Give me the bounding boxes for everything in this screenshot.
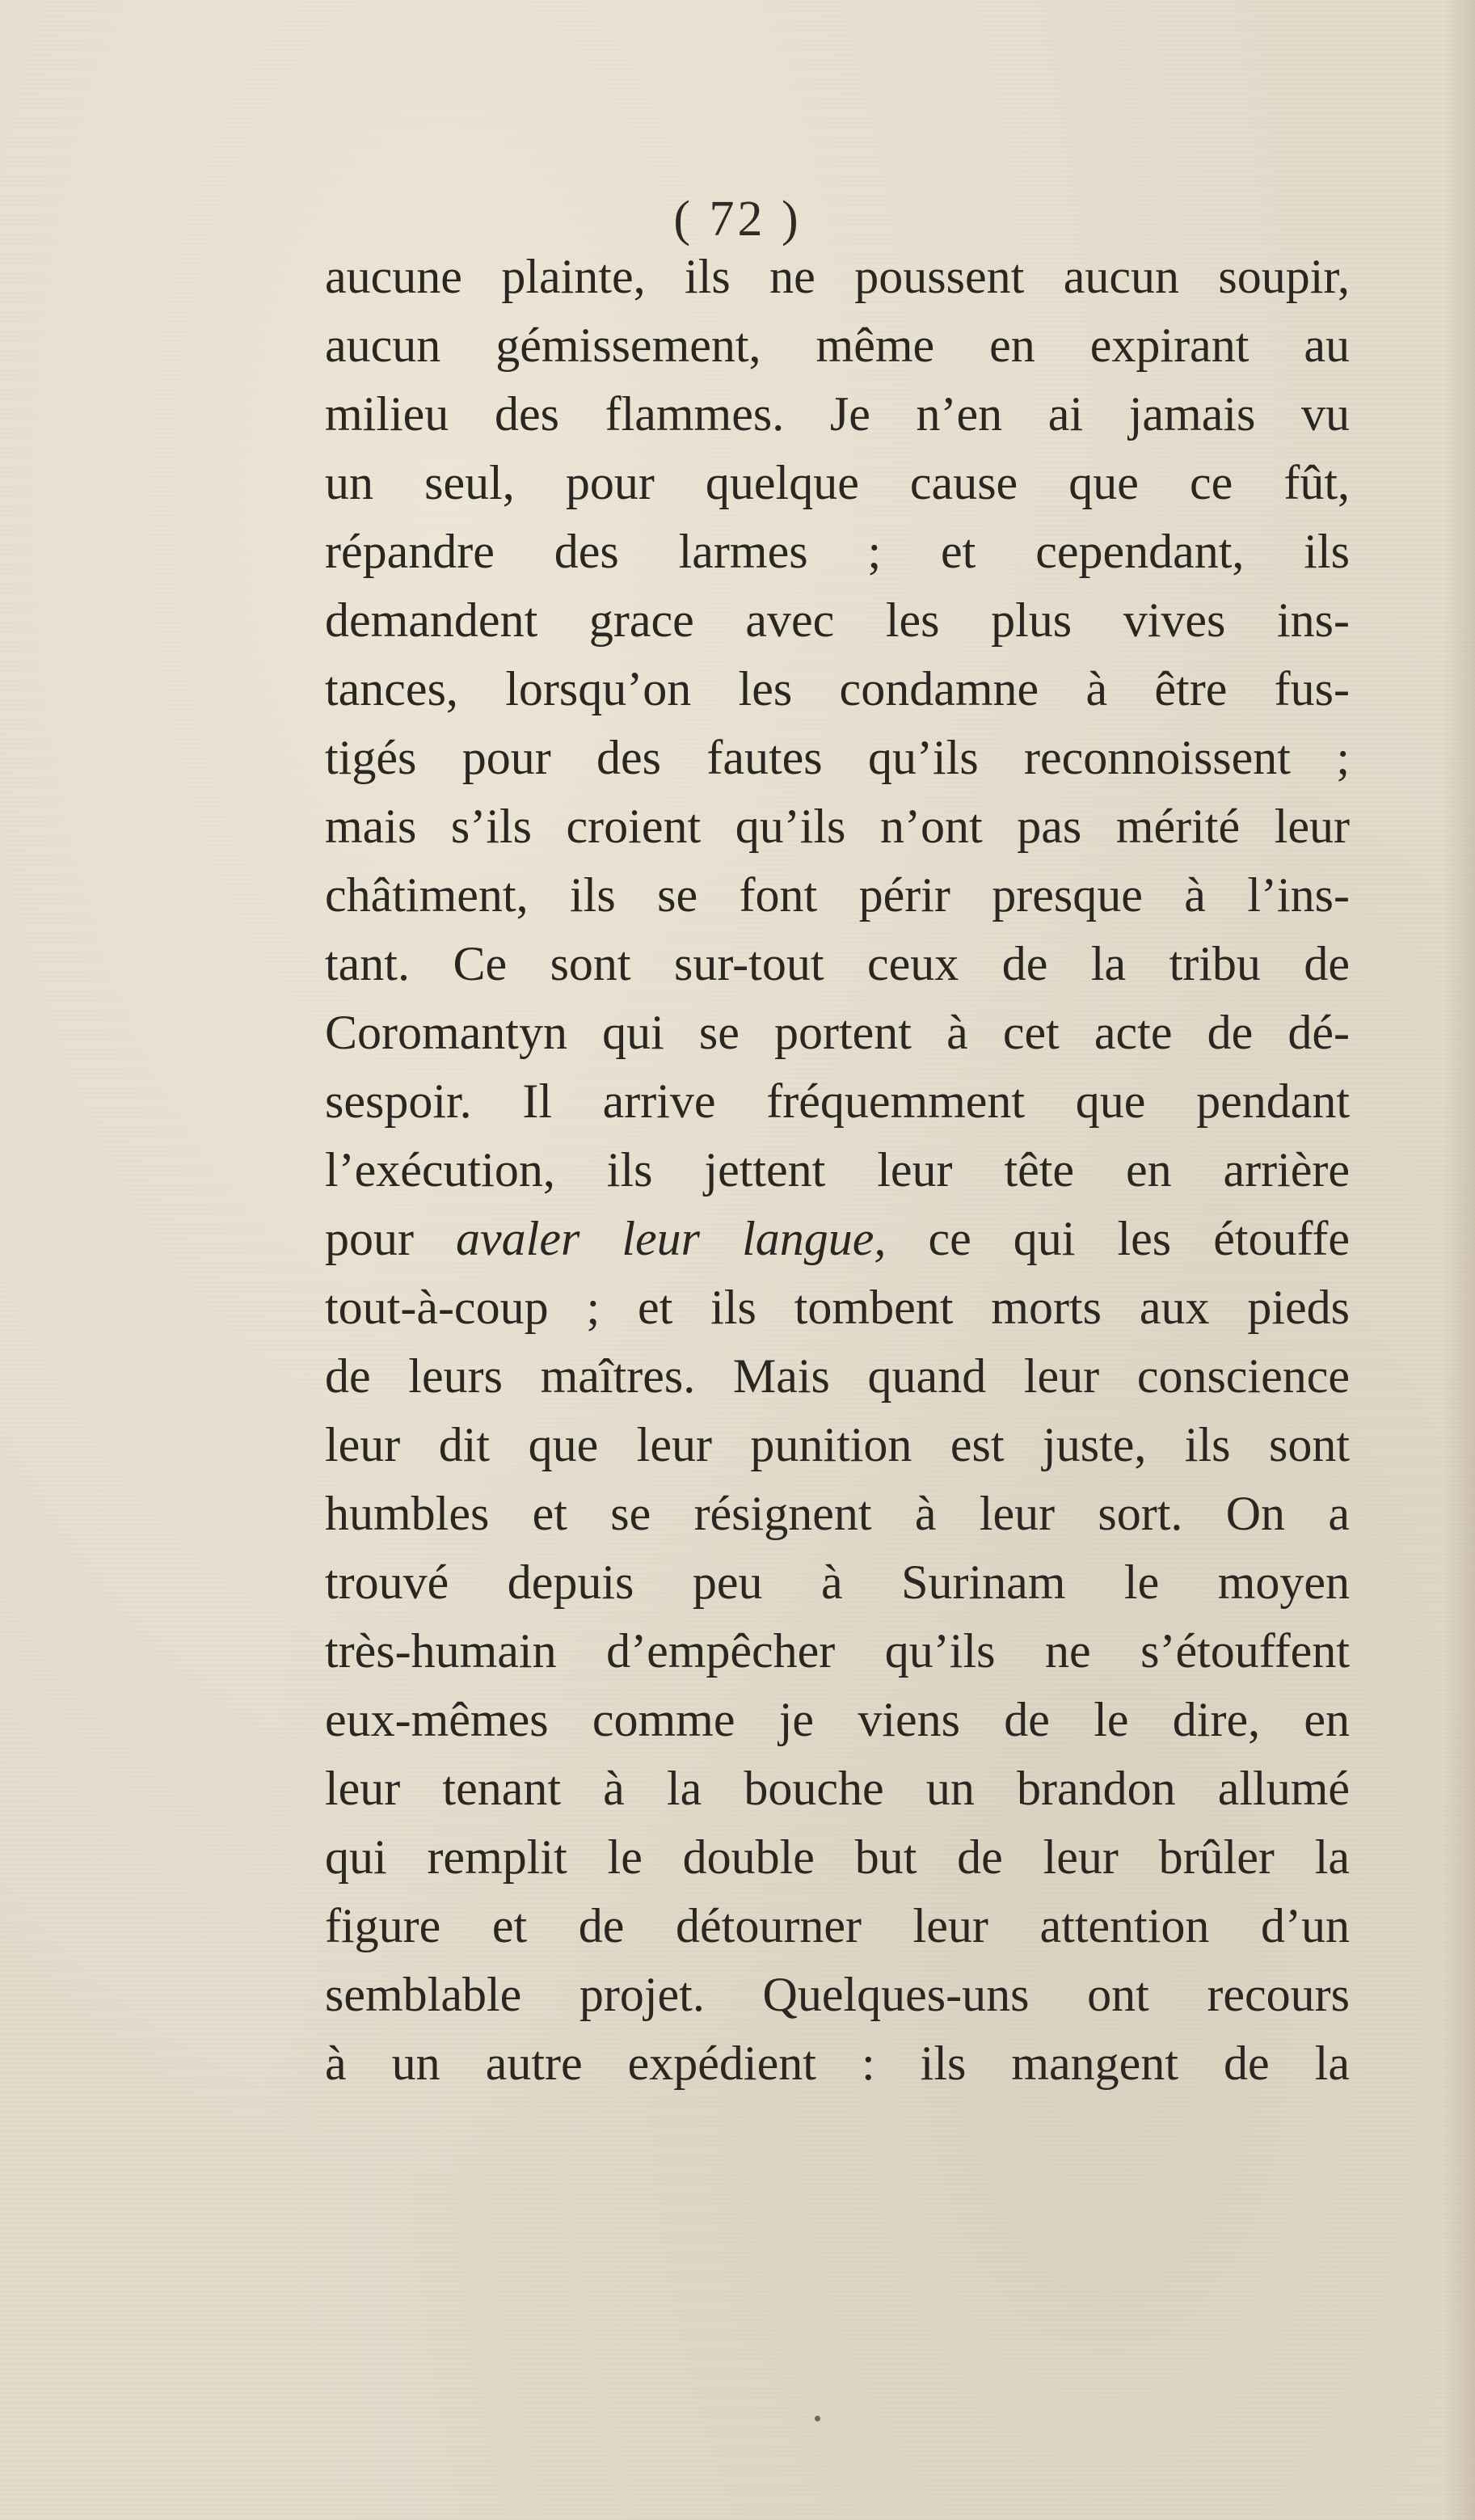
- text-line: mais s’ils croient qu’ils n’ont pas mérité leur: [325, 800, 1350, 853]
- text-line: sespoir. Il arrive fréquemment que pendant: [325, 1074, 1350, 1128]
- text-line: très-humain d’empêcher qu’ils ne s’étouffent: [325, 1624, 1350, 1678]
- page-edge-shadow: [1443, 0, 1475, 2520]
- text-line: châtiment, ils se font périr presque à l’ins-: [325, 868, 1350, 922]
- text-line: Coromantyn qui se portent à cet acte de dé-: [325, 1006, 1350, 1059]
- text-line: demandent grace avec les plus vives ins-: [325, 593, 1350, 647]
- text-line: trouvé depuis peu à Surinam le moyen: [325, 1555, 1350, 1609]
- text-line: humbles et se résignent à leur sort. On a: [325, 1487, 1350, 1540]
- line-start: pour: [325, 1212, 457, 1265]
- body-text: [325, 243, 1350, 2098]
- text-line: qui remplit le double but de leur brûler la: [325, 1830, 1350, 1884]
- text-line: tigés pour des fautes qu’ils reconnoissent ;: [325, 731, 1350, 784]
- page-number: ( 72 ): [673, 192, 802, 247]
- text-line: semblable projet. Quelques-uns ont recours: [325, 1968, 1350, 2021]
- text-line: un seul, pour quelque cause que ce fût,: [325, 456, 1350, 509]
- text-line: l’exécution, ils jettent leur tête en arrière: [325, 1143, 1350, 1197]
- line-end: ce qui les étouffe: [886, 1212, 1350, 1265]
- text-line: milieu des flammes. Je n’en ai jamais vu: [325, 387, 1350, 441]
- text-line: répandre des larmes ; et cependant, ils: [325, 525, 1350, 578]
- text-line-with-italic: [325, 1205, 1350, 1273]
- text-line: figure et de détourner leur attention d’un: [325, 1899, 1350, 1952]
- text-line: eux-mêmes comme je viens de le dire, en: [325, 1693, 1350, 1746]
- text-line: tout-à-coup ; et ils tombent morts aux pieds: [325, 1281, 1350, 1334]
- text-line: aucun gémissement, même en expirant au: [325, 319, 1350, 372]
- text-line: tances, lorsqu’on les condamne à être fus-: [325, 662, 1350, 715]
- text-line: leur tenant à la bouche un brandon allumé: [325, 1762, 1350, 1815]
- text-line: de leurs maîtres. Mais quand leur conscience: [325, 1349, 1350, 1403]
- italic-phrase: avaler leur langue,: [456, 1212, 887, 1265]
- text-line: à un autre expédient : ils mangent de la: [325, 2037, 1350, 2090]
- text-line: aucune plainte, ils ne poussent aucun soupir,: [325, 250, 1350, 303]
- text-line: leur dit que leur punition est juste, ils sont: [325, 1418, 1350, 1471]
- text-line: tant. Ce sont sur-tout ceux de la tribu de: [325, 937, 1350, 990]
- ink-speck: [815, 2416, 820, 2421]
